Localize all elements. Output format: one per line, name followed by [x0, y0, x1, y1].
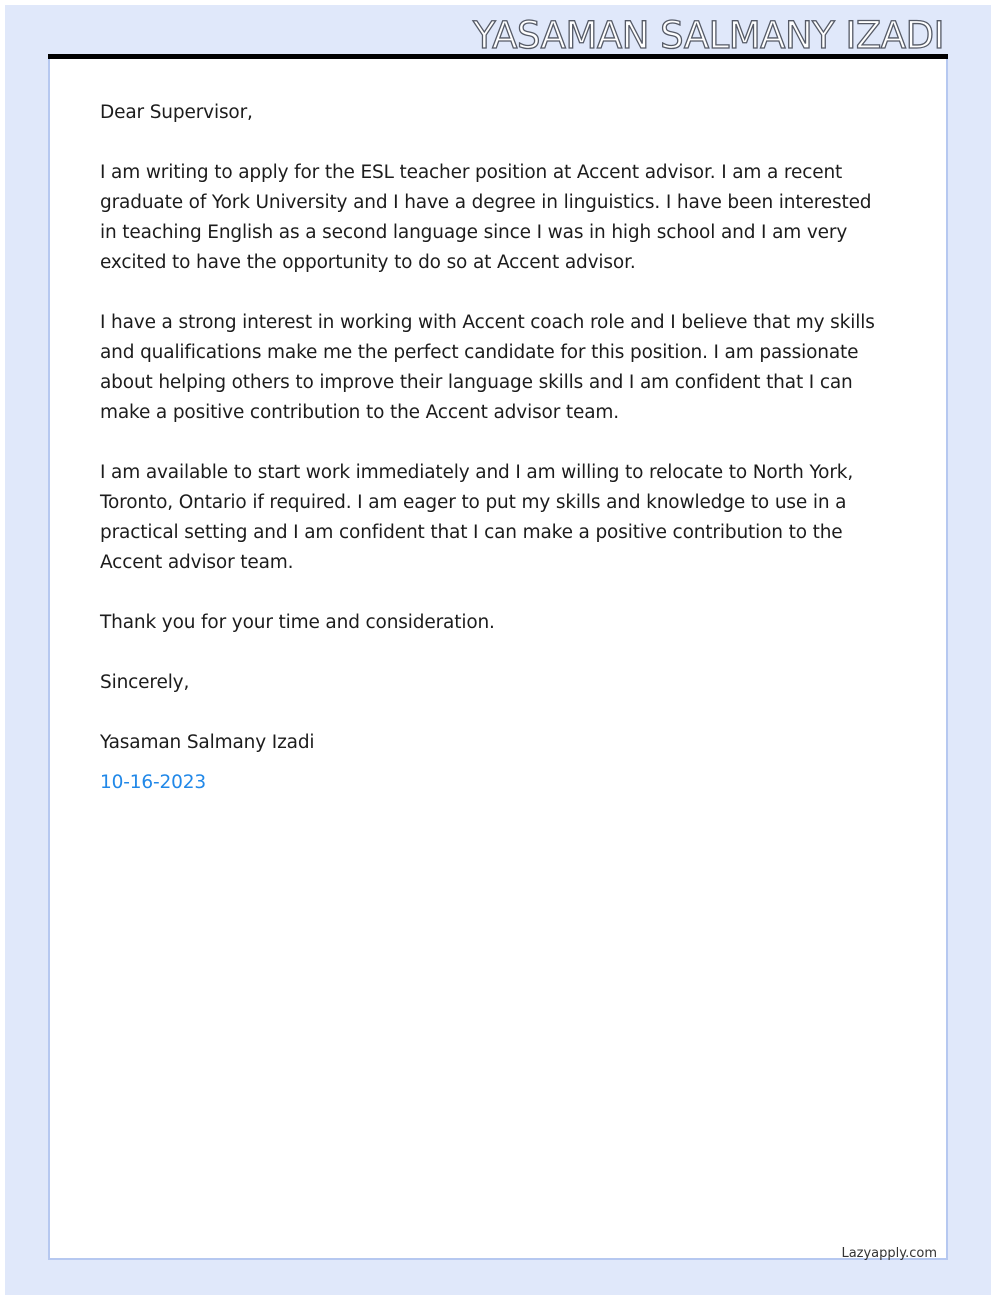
paragraph-1: I am writing to apply for the ESL teacher position at Accent advisor. I am a recent graduate of York University and I have a degree in linguistics. I have been interested in teaching English as a second language since I was in high school and I am very excited to have the opportunity to do so at Accent advisor.: [100, 162, 872, 273]
paragraph-3: I am available to start work immediately and I am willing to relocate to North York, Toronto, Ontario if required. I am eager to put my skills and knowledge to use in a practical setting and I am confident that I can make a positive contribution to the Accent advisor team.: [100, 462, 854, 573]
letter-date: 10-16-2023: [100, 772, 207, 793]
closing: Sincerely,: [100, 672, 190, 693]
signature-name: Yasaman Salmany Izadi: [100, 732, 315, 753]
footer-watermark: Lazyapply.com: [841, 1246, 937, 1261]
thanks-line: Thank you for your time and consideration.: [100, 612, 495, 633]
letter-body: [100, 98, 890, 798]
salutation: Dear Supervisor,: [100, 102, 253, 123]
paragraph-2: I have a strong interest in working with Accent coach role and I believe that my skills and qualifications make me the perfect candidate for this position. I am passionate about helping others to improve their language skills and I am confident that I can make a positive contribution to the Accent advisor team.: [100, 312, 875, 423]
header-name: YASAMAN SALMANY IZADI: [472, 14, 944, 57]
